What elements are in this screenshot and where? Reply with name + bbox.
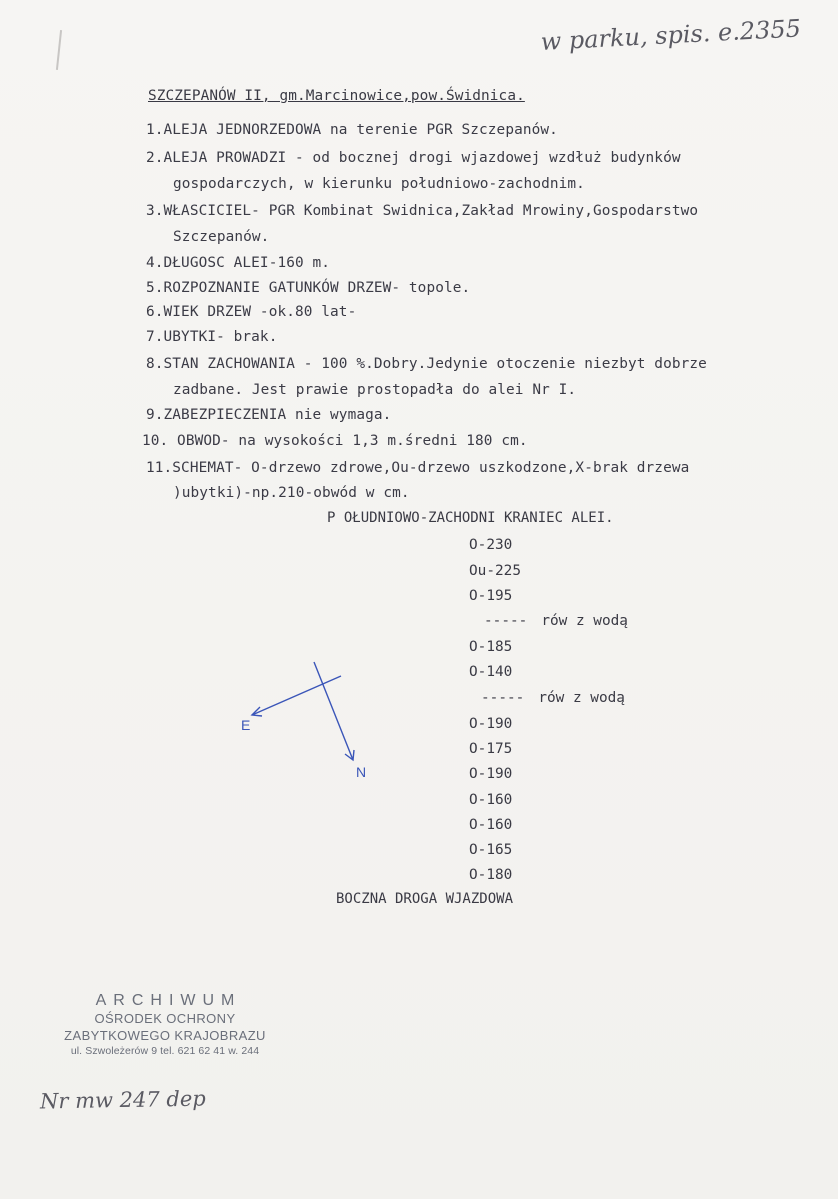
tree-entry: O-185 bbox=[469, 639, 513, 655]
page-mark bbox=[56, 30, 62, 70]
tree-entry: O-160 bbox=[469, 792, 513, 808]
schema-footer: BOCZNA DROGA WJAZDOWA bbox=[336, 891, 514, 907]
tree-entry: O-180 bbox=[469, 867, 513, 883]
ditch-marker bbox=[481, 690, 625, 706]
ditch-label: rów z wodą bbox=[538, 690, 625, 706]
tree-entry: O-165 bbox=[469, 842, 513, 858]
ditch-marker bbox=[484, 613, 628, 629]
tree-entry: O-195 bbox=[469, 588, 513, 604]
item-1: 1.ALEJA JEDNORZEDOWA na terenie PGR Szczepanów. bbox=[146, 122, 558, 138]
stamp-line-3: ZABYTKOWEGO KRAJOBRAZU bbox=[64, 1028, 266, 1043]
ditch-label: rów z wodą bbox=[541, 613, 628, 629]
tree-entry: Ou-225 bbox=[469, 563, 521, 579]
item-8: 8.STAN ZACHOWANIA - 100 %.Dobry.Jedynie otoczenie niezbyt dobrze bbox=[146, 356, 707, 372]
compass-north-line bbox=[314, 662, 353, 760]
item-5: 5.ROZPOZNANIE GATUNKÓW DRZEW- topole. bbox=[146, 280, 471, 296]
item-3-continued: Szczepanów. bbox=[173, 229, 270, 245]
stamp-line-2: OŚRODEK OCHRONY bbox=[94, 1011, 236, 1026]
compass-north-label: N bbox=[356, 764, 367, 780]
item-10: 10. OBWOD- na wysokości 1,3 m.średni 180 cm. bbox=[142, 433, 528, 449]
item-7: 7.UBYTKI- brak. bbox=[146, 329, 278, 345]
tree-entry: O-140 bbox=[469, 664, 513, 680]
compass-east-label: E bbox=[241, 717, 251, 733]
stamp-line-1: ARCHIWUM bbox=[95, 992, 242, 1009]
tree-entry: O-190 bbox=[469, 716, 513, 732]
tree-entry: O-160 bbox=[469, 817, 513, 833]
ditch-dash: ----- bbox=[481, 690, 525, 706]
item-4: 4.DŁUGOSC ALEI-160 m. bbox=[146, 255, 331, 271]
item-8-continued: zadbane. Jest prawie prostopadła do alei Nr I. bbox=[173, 382, 577, 398]
item-6: 6.WIEK DRZEW -ok.80 lat- bbox=[146, 304, 357, 320]
handwritten-note-top: w parku, spis. e.2355 bbox=[540, 14, 802, 56]
tree-entry: O-230 bbox=[469, 537, 513, 553]
item-3: 3.WŁASCICIEL- PGR Kombinat Swidnica,Zakład Mrowiny,Gospodarstwo bbox=[146, 203, 699, 219]
item-11: 11.SCHEMAT- O-drzewo zdrowe,Ou-drzewo uszkodzone,X-brak drzewa bbox=[146, 460, 690, 476]
stamp-line-4: ul. Szwoleżerów 9 tel. 621 62 41 w. 244 bbox=[70, 1045, 260, 1057]
item-9: 9.ZABEZPIECZENIA nie wymaga. bbox=[146, 407, 392, 423]
archive-stamp bbox=[50, 992, 280, 1059]
tree-entry: O-175 bbox=[469, 741, 513, 757]
ditch-dash: ----- bbox=[484, 613, 528, 629]
item-2-continued: gospodarczych, w kierunku południowo-zachodnim. bbox=[173, 176, 585, 192]
compass-sketch bbox=[230, 650, 370, 790]
item-11-continued: )ubytki)-np.210-obwód w cm. bbox=[173, 485, 410, 501]
handwritten-note-bottom: Nr mw 247 dep bbox=[39, 1086, 206, 1114]
item-2: 2.ALEJA PROWADZI - od bocznej drogi wjazdowej wzdłuż budynków bbox=[146, 150, 681, 166]
tree-entry: O-190 bbox=[469, 766, 513, 782]
schema-heading: P OŁUDNIOWO-ZACHODNI KRANIEC ALEI. bbox=[327, 510, 614, 526]
document-title: SZCZEPANÓW II, gm.Marcinowice,pow.Świdnica. bbox=[148, 88, 525, 104]
